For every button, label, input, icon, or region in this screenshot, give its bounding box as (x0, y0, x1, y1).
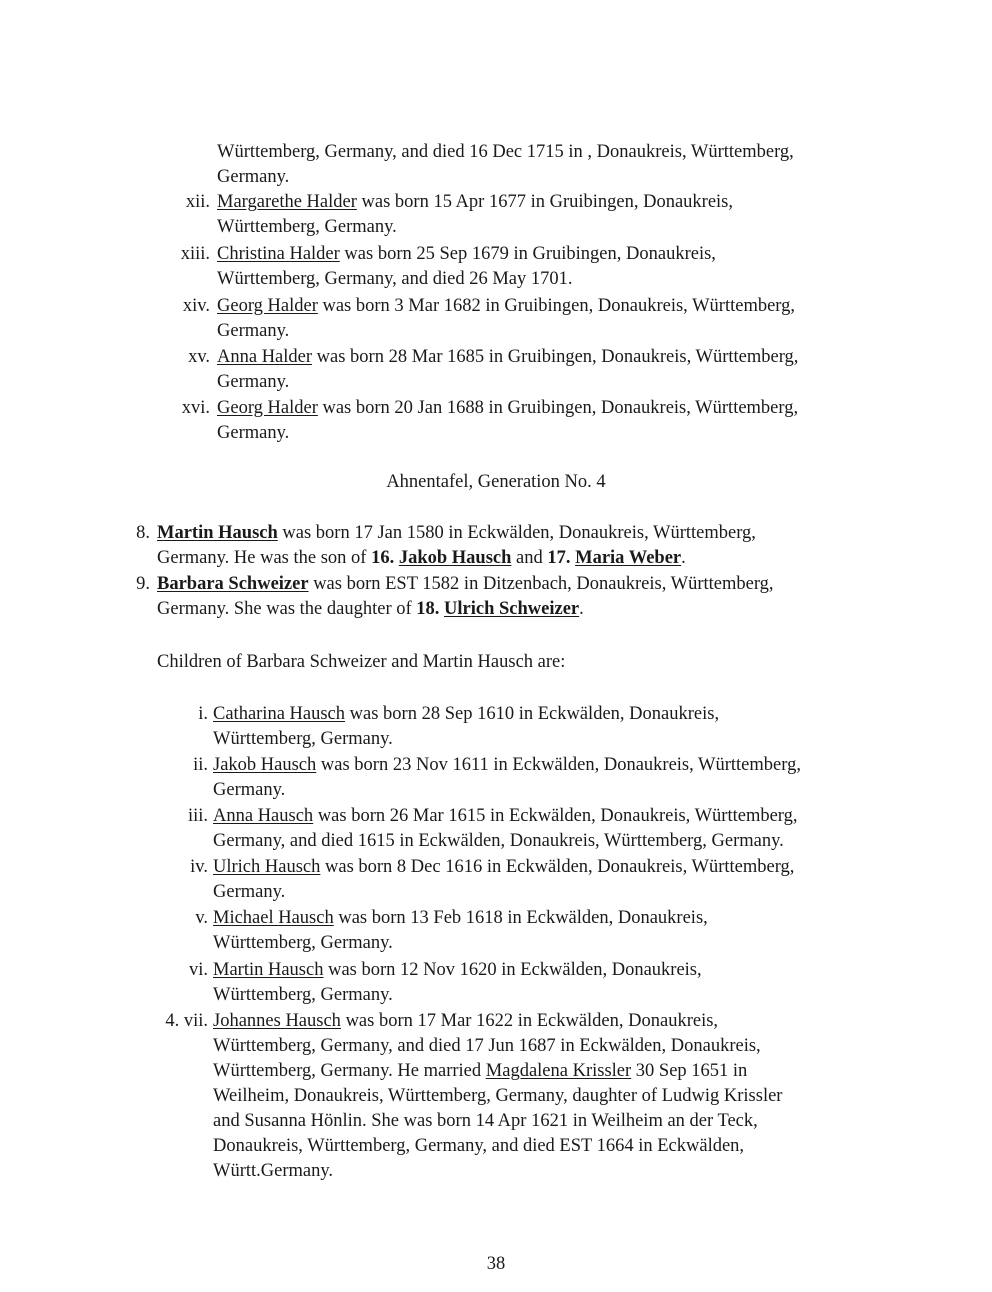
entry-text: was born 23 Nov 1611 in Eckwälden, Donaukreis, Württemberg, (316, 755, 801, 775)
entry-text: Germany. (213, 882, 286, 902)
ancestor-parents-line (157, 597, 584, 623)
entry-number: xiv. (182, 296, 210, 316)
entry-number: xv. (188, 347, 210, 367)
entry-number: v. (195, 908, 208, 928)
father-link[interactable]: Jakob Hausch (398, 548, 512, 568)
entry-text: Württemberg, Germany. (213, 933, 393, 953)
list-item (217, 190, 733, 216)
entry-text: . (681, 548, 686, 568)
entry-text: Germany. He was the son of (157, 548, 372, 568)
entry-number: i. (198, 704, 208, 724)
entry-number: xii. (185, 192, 210, 212)
entry-number: 4. vii. (165, 1011, 208, 1031)
ancestor-ref-number: 18. (416, 599, 440, 619)
mother-link[interactable]: Maria Weber (575, 548, 682, 568)
entry-number: xvi. (181, 398, 210, 418)
spouse-link[interactable]: Magdalena Krissler (485, 1061, 632, 1081)
entry-text: Germany. (217, 321, 290, 341)
entry-text: was born 25 Sep 1679 in Gruibingen, Donaukreis, (339, 244, 716, 264)
entry-text: Germany. (213, 780, 286, 800)
entry-text: Germany, and died 1615 in Eckwälden, Donaukreis, Württemberg, Germany. (213, 831, 784, 851)
ancestor-parents-line (157, 546, 686, 572)
list-item (213, 958, 702, 984)
entry-text: Germany. She was the daughter of (157, 599, 417, 619)
entry-text: Württemberg, Germany. He married (213, 1061, 486, 1081)
marriage-line (213, 1059, 747, 1085)
person-link[interactable]: Anna Halder (217, 347, 313, 367)
entry-text: Württ.Germany. (213, 1161, 334, 1181)
entry-text: was born 12 Nov 1620 in Eckwälden, Donaukreis, (323, 960, 702, 980)
entry-number: xiii. (180, 244, 210, 264)
list-item (213, 906, 708, 932)
ancestor-name-link[interactable]: Barbara Schweizer (157, 574, 309, 594)
ancestor-number: 8. (136, 523, 150, 543)
ancestor-ref-number: 16. (371, 548, 395, 568)
page-number: 38 (486, 1254, 506, 1274)
entry-text: Württemberg, Germany, and died 17 Jun 1687 in Eckwälden, Donaukreis, (213, 1036, 761, 1056)
entry-text: was born 3 Mar 1682 in Gruibingen, Donaukreis, Württemberg, (317, 296, 796, 316)
entry-text: Weilheim, Donaukreis, Württemberg, Germany, daughter of Ludwig Krissler (213, 1086, 783, 1106)
person-link[interactable]: Ulrich Hausch (213, 857, 321, 877)
list-item (213, 855, 794, 881)
entry-text: was born 15 Apr 1677 in Gruibingen, Donaukreis, (356, 192, 734, 212)
entry-text: was born 20 Jan 1688 in Gruibingen, Donaukreis, Württemberg, (317, 398, 799, 418)
ancestor-name-link[interactable]: Martin Hausch (157, 523, 278, 543)
entry-text: was born 28 Mar 1685 in Gruibingen, Donaukreis, Württemberg, (312, 347, 799, 367)
entry-text: Württemberg, Germany, and died 26 May 1701. (217, 269, 573, 289)
person-link[interactable]: Johannes Hausch (213, 1011, 341, 1031)
ancestor-entry (157, 521, 756, 547)
entry-text: and (511, 548, 548, 568)
ancestor-ref-number: 17. (547, 548, 571, 568)
list-item (217, 242, 716, 268)
entry-text: was born 13 Feb 1618 in Eckwälden, Donaukreis, (333, 908, 708, 928)
entry-text: . (579, 599, 584, 619)
entry-text: Württemberg, Germany. (217, 217, 397, 237)
list-item (213, 1009, 718, 1035)
list-item (217, 294, 795, 320)
list-item (213, 804, 798, 830)
person-link[interactable]: Martin Hausch (213, 960, 324, 980)
entry-text: was born 28 Sep 1610 in Eckwälden, Donaukreis, (345, 704, 720, 724)
person-link[interactable]: Jakob Hausch (213, 755, 317, 775)
entry-number: ii. (193, 755, 208, 775)
entry-text: and Susanna Hönlin. She was born 14 Apr 1621 in Weilheim an der Teck, (213, 1111, 758, 1131)
list-item (217, 396, 798, 422)
continuation-line-2: Germany. (217, 167, 290, 187)
entry-text: was born 8 Dec 1616 in Eckwälden, Donaukreis, Württemberg, (320, 857, 795, 877)
person-link[interactable]: Georg Halder (217, 296, 318, 316)
entry-text: Donaukreis, Württemberg, Germany, and died EST 1664 in Eckwälden, (213, 1136, 745, 1156)
entry-text: Württemberg, Germany. (213, 985, 393, 1005)
generation-heading: Ahnentafel, Generation No. 4 (386, 472, 606, 492)
person-link[interactable]: Georg Halder (217, 398, 318, 418)
entry-text: was born 17 Jan 1580 in Eckwälden, Donaukreis, Württemberg, (277, 523, 756, 543)
entry-text: was born 17 Mar 1622 in Eckwälden, Donaukreis, (340, 1011, 719, 1031)
list-item (217, 345, 798, 371)
children-intro: Children of Barbara Schweizer and Martin Hausch are: (157, 652, 566, 672)
ancestor-entry (157, 572, 774, 598)
entry-text: Germany. (217, 372, 290, 392)
entry-text: Württemberg, Germany. (213, 729, 393, 749)
person-link[interactable]: Anna Hausch (213, 806, 314, 826)
entry-text: 30 Sep 1651 in (631, 1061, 748, 1081)
entry-number: iv. (190, 857, 208, 877)
entry-number: vi. (188, 960, 208, 980)
entry-text: Germany. (217, 423, 290, 443)
continuation-line-1: Württemberg, Germany, and died 16 Dec 1715 in , Donaukreis, Württemberg, (217, 142, 794, 162)
list-item (213, 753, 801, 779)
ancestor-number: 9. (136, 574, 150, 594)
person-link[interactable]: Catharina Hausch (213, 704, 346, 724)
entry-number: iii. (187, 806, 208, 826)
person-link[interactable]: Christina Halder (217, 244, 340, 264)
entry-text: was born 26 Mar 1615 in Eckwälden, Donaukreis, Württemberg, (313, 806, 798, 826)
father-link[interactable]: Ulrich Schweizer (444, 599, 580, 619)
person-link[interactable]: Margarethe Halder (217, 192, 357, 212)
list-item (213, 702, 719, 728)
entry-text: was born EST 1582 in Ditzenbach, Donaukreis, Württemberg, (308, 574, 774, 594)
person-link[interactable]: Michael Hausch (213, 908, 334, 928)
